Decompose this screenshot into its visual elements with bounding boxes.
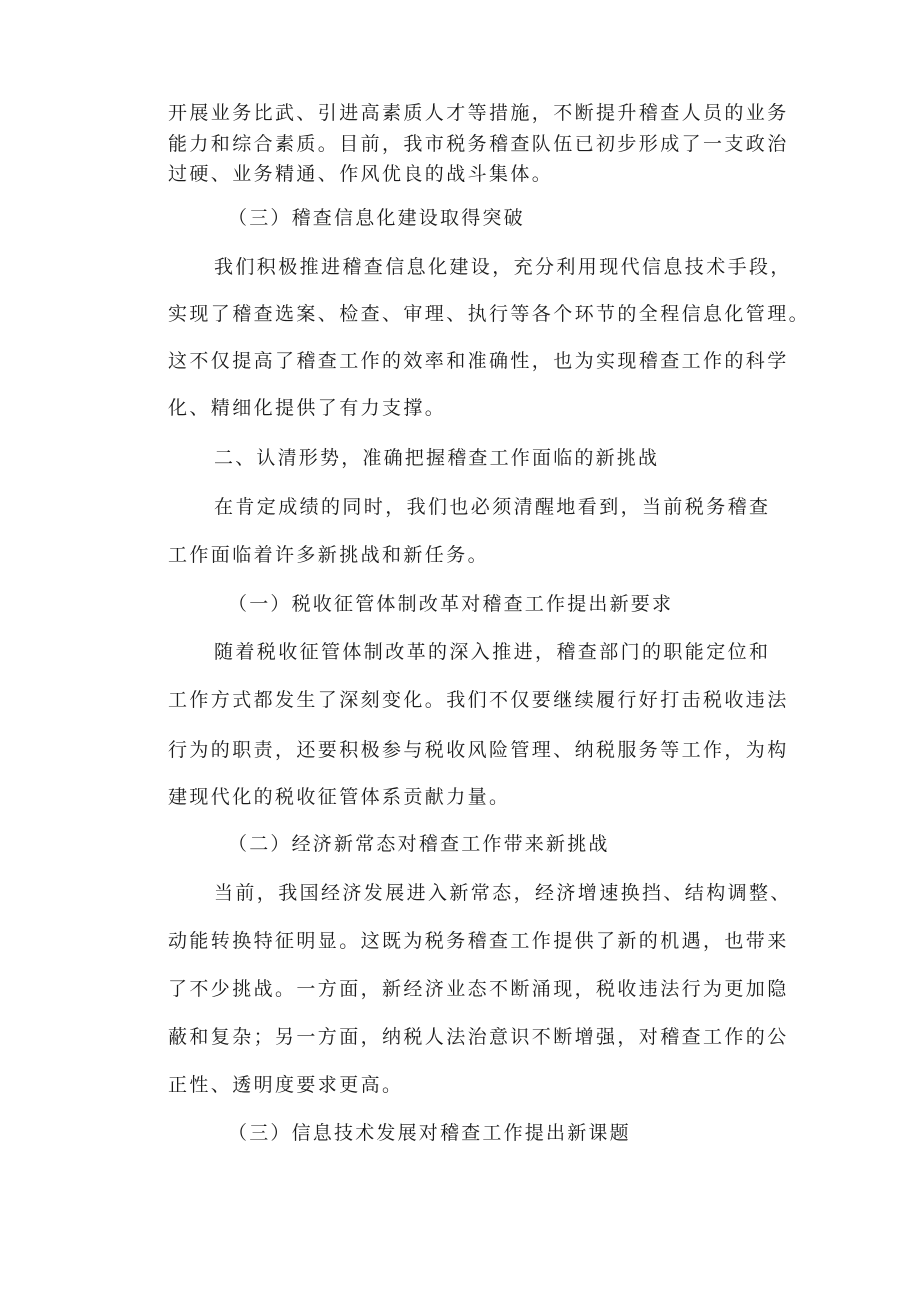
section-heading: （三）信息技术发展对稽查工作提出新课题 <box>228 1122 631 1144</box>
paragraph-line: 能力和综合素质。目前，我市税务稽查队伍已初步形成了一支政治 <box>168 133 789 155</box>
paragraph-line: 工作方式都发生了深刻变化。我们不仅要继续履行好打击税收违法 <box>168 689 789 711</box>
paragraph-line: 工作面临着许多新挑战和新任务。 <box>168 544 490 566</box>
paragraph-line: 行为的职责，还要积极参与税收风险管理、纳税服务等工作，为构 <box>168 739 789 761</box>
paragraph-line: 化、精细化提供了有力支撑。 <box>168 397 447 419</box>
paragraph-line: 随着税收征管体制改革的深入推进，稽查部门的职能定位和 <box>214 641 771 663</box>
paragraph-line: 当前，我国经济发展进入新常态，经济增速换挡、结构调整、 <box>214 882 792 904</box>
paragraph-line: 实现了稽查选案、检查、审理、执行等各个环节的全程信息化管理。 <box>168 303 811 325</box>
section-heading: （三）稽查信息化建设取得突破 <box>228 207 525 229</box>
paragraph-line: 动能转换特征明显。这既为税务稽查工作提供了新的机遇，也带来 <box>168 930 789 952</box>
paragraph-line: 在肯定成绩的同时，我们也必须清醒地看到，当前税务稽查 <box>214 496 771 518</box>
section-heading: 二、认清形势，准确把握稽查工作面临的新挑战 <box>214 447 660 469</box>
paragraph-line: 这不仅提高了稽查工作的效率和准确性，也为实现稽查工作的科学 <box>168 350 789 372</box>
paragraph-line: 了不少挑战。一方面，新经济业态不断涌现，税收违法行为更加隐 <box>168 978 789 1000</box>
paragraph-line: 过硬、业务精通、作风优良的战斗集体。 <box>168 163 554 185</box>
paragraph-line: 蔽和复杂；另一方面，纳税人法治意识不断增强，对稽查工作的公 <box>168 1026 789 1048</box>
paragraph-line: 建现代化的税收征管体系贡献力量。 <box>168 786 511 808</box>
paragraph-line: 开展业务比武、引进高素质人才等措施，不断提升稽查人员的业务 <box>168 102 789 124</box>
paragraph-line: 我们积极推进稽查信息化建设，充分利用现代信息技术手段， <box>214 256 792 278</box>
section-heading: （二）经济新常态对稽查工作带来新挑战 <box>228 833 610 855</box>
section-heading: （一）税收征管体制改革对稽查工作提出新要求 <box>228 593 674 615</box>
paragraph-line: 正性、透明度要求更高。 <box>168 1074 404 1096</box>
